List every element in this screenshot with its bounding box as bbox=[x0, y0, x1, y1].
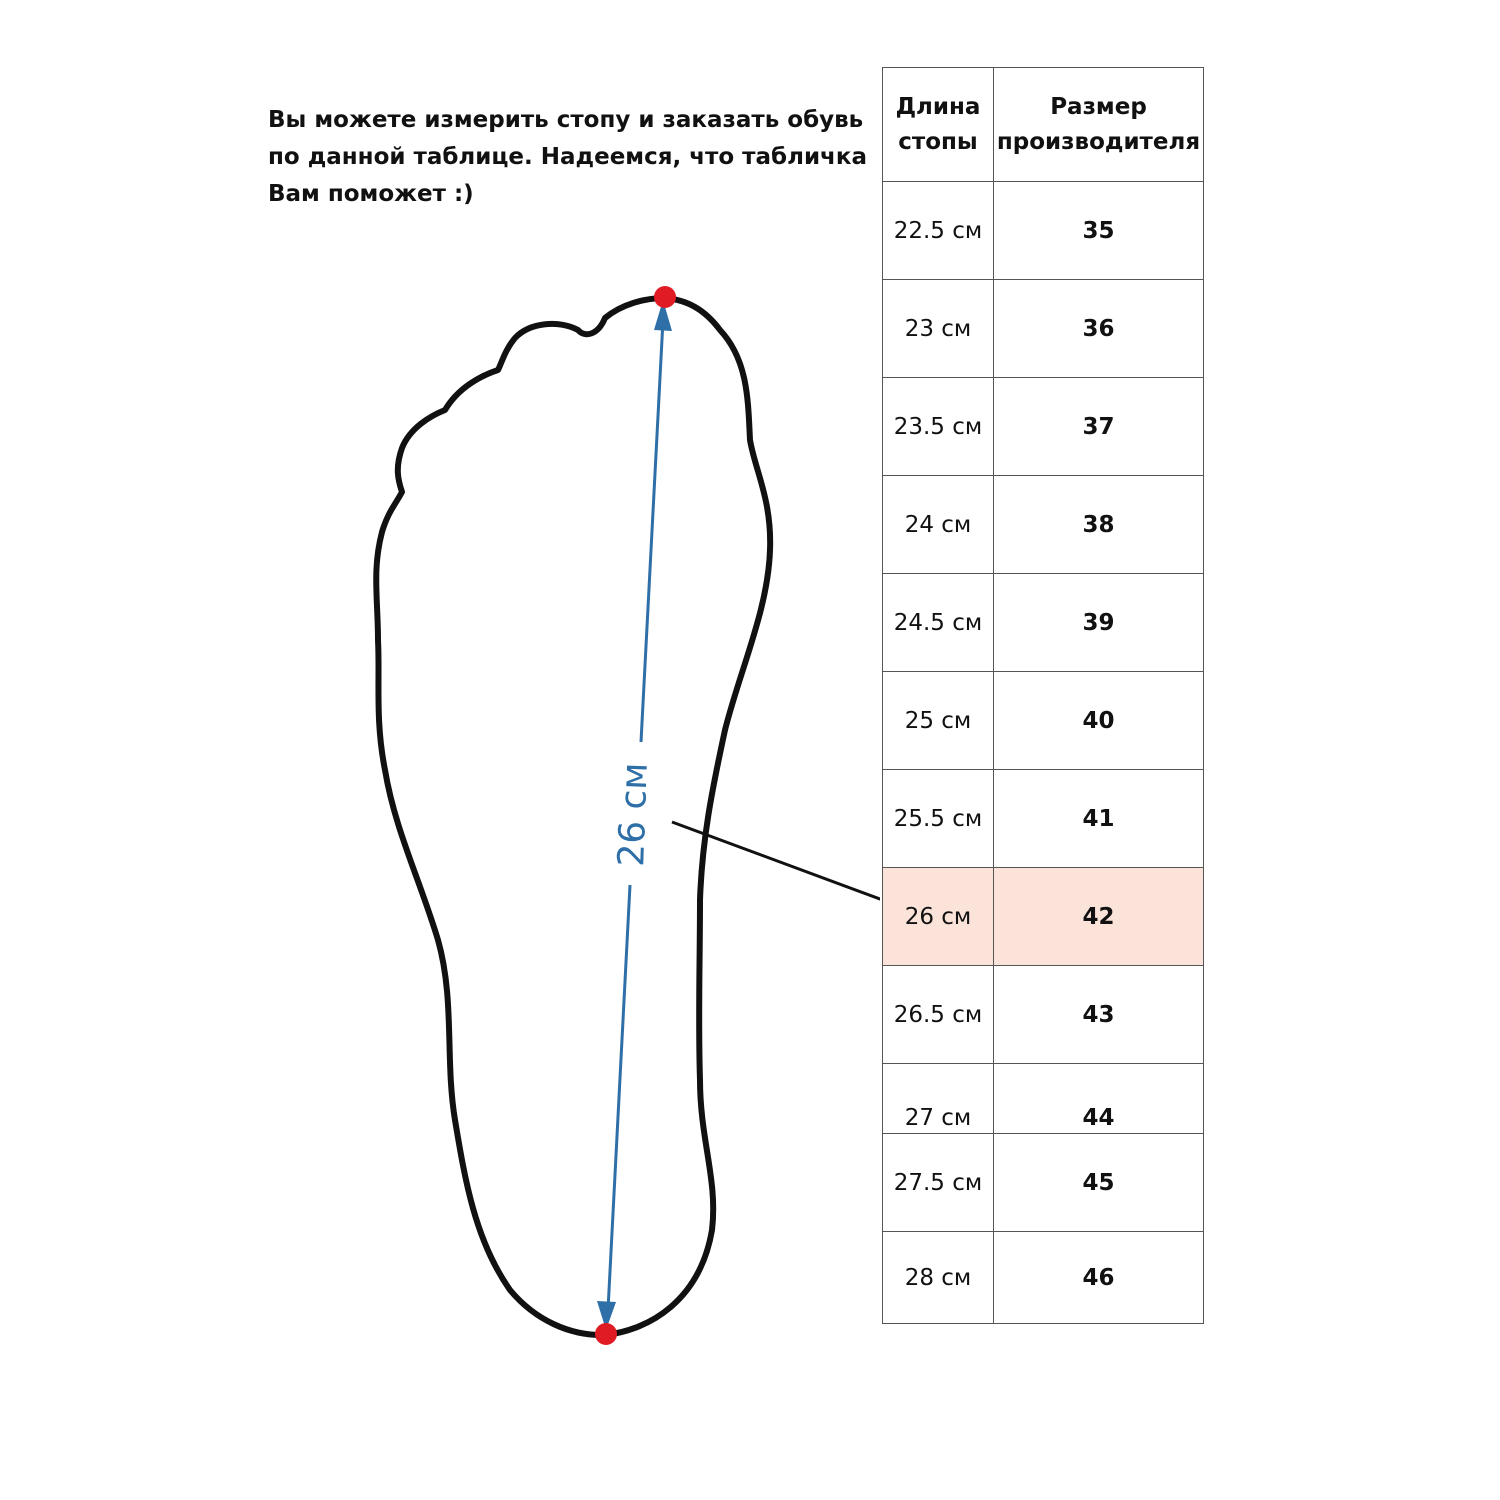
foot-length-cell: 26 см bbox=[883, 868, 994, 966]
size-table bbox=[882, 67, 1204, 1324]
size-cell: 46 bbox=[994, 1232, 1204, 1324]
size-cell: 40 bbox=[994, 672, 1204, 770]
size-cell: 37 bbox=[994, 378, 1204, 476]
table-row bbox=[883, 1232, 1204, 1324]
measurement-label: 26 см bbox=[611, 761, 656, 868]
table-row bbox=[883, 1134, 1204, 1232]
size-cell: 35 bbox=[994, 182, 1204, 280]
table-row bbox=[883, 378, 1204, 476]
foot-length-cell: 24.5 см bbox=[883, 574, 994, 672]
table-row bbox=[883, 280, 1204, 378]
heel-marker bbox=[595, 1323, 617, 1345]
size-cell: 38 bbox=[994, 476, 1204, 574]
foot-length-cell: 26.5 см bbox=[883, 966, 994, 1064]
table-row bbox=[883, 1064, 1204, 1134]
intro-text: Вы можете измерить стопу и заказать обувь по данной таблице. Надеемся, что табличка Вам поможет :) bbox=[268, 107, 867, 207]
size-cell: 41 bbox=[994, 770, 1204, 868]
table-row bbox=[883, 574, 1204, 672]
table-row bbox=[883, 770, 1204, 868]
measure-arrow-top bbox=[641, 320, 663, 742]
table-row-highlighted bbox=[883, 868, 1204, 966]
table-body bbox=[883, 182, 1204, 1324]
foot-length-cell: 23 см bbox=[883, 280, 994, 378]
size-cell: 43 bbox=[994, 966, 1204, 1064]
size-cell: 36 bbox=[994, 280, 1204, 378]
foot-outline bbox=[376, 298, 770, 1335]
table-row bbox=[883, 966, 1204, 1064]
size-cell: 44 bbox=[994, 1064, 1204, 1134]
size-cell: 39 bbox=[994, 574, 1204, 672]
table-row bbox=[883, 672, 1204, 770]
foot-length-cell: 24 см bbox=[883, 476, 994, 574]
foot-length-cell: 28 см bbox=[883, 1232, 994, 1324]
foot-length-cell: 25 см bbox=[883, 672, 994, 770]
header-foot-length: Длина стопы bbox=[883, 68, 994, 182]
table-row bbox=[883, 182, 1204, 280]
foot-length-cell: 22.5 см bbox=[883, 182, 994, 280]
table-header-row bbox=[883, 68, 1204, 182]
foot-length-cell: 27.5 см bbox=[883, 1134, 994, 1232]
size-cell: 42 bbox=[994, 868, 1204, 966]
toe-marker bbox=[654, 286, 676, 308]
foot-length-cell: 25.5 см bbox=[883, 770, 994, 868]
foot-length-cell: 27 см bbox=[883, 1064, 994, 1134]
foot-length-cell: 23.5 см bbox=[883, 378, 994, 476]
measure-arrow-bottom bbox=[608, 885, 630, 1310]
table-row bbox=[883, 476, 1204, 574]
size-cell: 45 bbox=[994, 1134, 1204, 1232]
header-manufacturer-size: Размер производителя bbox=[994, 68, 1204, 182]
